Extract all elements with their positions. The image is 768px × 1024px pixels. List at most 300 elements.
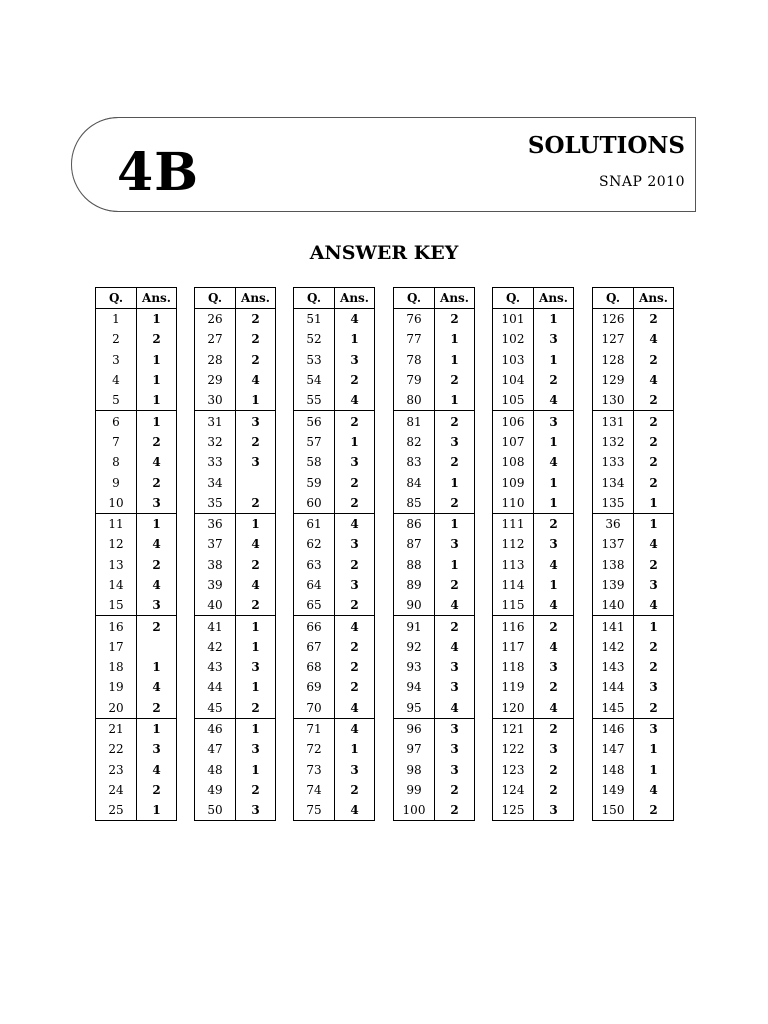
answer-value: 3 (435, 760, 475, 780)
table-row (96, 350, 177, 370)
table-row (394, 739, 475, 759)
answer-value: 2 (634, 350, 674, 370)
table-row (96, 472, 177, 492)
question-number: 72 (294, 739, 335, 759)
table-row (593, 472, 674, 492)
table-row (195, 432, 276, 452)
question-number: 56 (294, 411, 335, 432)
question-number: 127 (593, 329, 634, 349)
answer-value: 3 (137, 739, 177, 759)
table-row (294, 472, 375, 492)
question-number: 57 (294, 432, 335, 452)
table-row (593, 390, 674, 411)
question-number: 62 (294, 534, 335, 554)
answer-value: 1 (137, 411, 177, 432)
table-row (294, 595, 375, 616)
answer-value: 1 (236, 616, 276, 637)
question-number: 23 (96, 760, 137, 780)
answer-value: 4 (236, 370, 276, 390)
answer-value: 2 (335, 411, 375, 432)
answer-value: 2 (236, 780, 276, 800)
answer-value: 2 (335, 595, 375, 616)
answer-value: 4 (335, 390, 375, 411)
question-number: 147 (593, 739, 634, 759)
answer-value: 4 (634, 370, 674, 390)
table-row (493, 329, 574, 349)
answer-value: 2 (236, 350, 276, 370)
question-number: 115 (493, 595, 534, 616)
table-row (493, 411, 574, 432)
answer-value: 3 (335, 575, 375, 595)
table-row (294, 411, 375, 432)
question-number: 44 (195, 677, 236, 697)
answer-value: 2 (435, 370, 475, 390)
column-header-question: Q. (593, 288, 634, 309)
question-number: 84 (394, 472, 435, 492)
question-number: 119 (493, 677, 534, 697)
question-number: 24 (96, 780, 137, 800)
question-number: 98 (394, 760, 435, 780)
answer-value: 1 (534, 575, 574, 595)
table-row (493, 309, 574, 330)
table-row (96, 309, 177, 330)
question-number: 95 (394, 698, 435, 719)
table-row (493, 637, 574, 657)
question-number: 90 (394, 595, 435, 616)
table-row (394, 350, 475, 370)
answer-value: 1 (236, 513, 276, 534)
answer-value: 2 (335, 493, 375, 514)
answer-value: 3 (634, 575, 674, 595)
table-row (493, 432, 574, 452)
answer-value: 1 (137, 800, 177, 821)
answer-value: 4 (137, 534, 177, 554)
answer-value: 1 (335, 432, 375, 452)
table-row (96, 390, 177, 411)
question-number: 9 (96, 472, 137, 492)
table-row (394, 760, 475, 780)
question-number: 103 (493, 350, 534, 370)
column-header-question: Q. (294, 288, 335, 309)
answer-value: 4 (335, 718, 375, 739)
table-row (96, 718, 177, 739)
column-header-question: Q. (394, 288, 435, 309)
answer-value: 1 (137, 350, 177, 370)
answer-value: 3 (435, 657, 475, 677)
answer-value: 1 (335, 329, 375, 349)
table-row (195, 718, 276, 739)
question-number: 109 (493, 472, 534, 492)
table-row (394, 390, 475, 411)
question-number: 11 (96, 513, 137, 534)
question-number: 94 (394, 677, 435, 697)
answer-value: 2 (335, 780, 375, 800)
table-row (593, 493, 674, 514)
answer-value: 2 (236, 309, 276, 330)
answer-value (236, 472, 276, 492)
table-row (493, 760, 574, 780)
answer-value: 2 (634, 411, 674, 432)
question-number: 123 (493, 760, 534, 780)
question-number: 42 (195, 637, 236, 657)
table-row (394, 595, 475, 616)
table-row (96, 616, 177, 637)
table-row (294, 718, 375, 739)
table-row (493, 698, 574, 719)
table-row (593, 739, 674, 759)
table-row (593, 411, 674, 432)
question-number: 61 (294, 513, 335, 534)
answer-value: 2 (634, 698, 674, 719)
question-number: 10 (96, 493, 137, 514)
table-row (96, 760, 177, 780)
question-number: 138 (593, 555, 634, 575)
table-row (294, 513, 375, 534)
page-title: SOLUTIONS (527, 132, 685, 159)
question-number: 50 (195, 800, 236, 821)
table-row (493, 534, 574, 554)
table-row (195, 800, 276, 821)
answer-value: 3 (236, 739, 276, 759)
question-number: 37 (195, 534, 236, 554)
question-number: 16 (96, 616, 137, 637)
question-number: 45 (195, 698, 236, 719)
question-number: 134 (593, 472, 634, 492)
answer-value: 2 (435, 800, 475, 821)
question-number: 96 (394, 718, 435, 739)
table-row (294, 534, 375, 554)
question-number: 32 (195, 432, 236, 452)
question-number: 5 (96, 390, 137, 411)
question-number: 66 (294, 616, 335, 637)
question-number: 85 (394, 493, 435, 514)
answer-value: 2 (335, 677, 375, 697)
question-number: 30 (195, 390, 236, 411)
table-row (294, 493, 375, 514)
question-number: 92 (394, 637, 435, 657)
question-number: 79 (394, 370, 435, 390)
table-row (96, 595, 177, 616)
answer-value: 1 (634, 760, 674, 780)
answer-value: 4 (634, 329, 674, 349)
question-number: 141 (593, 616, 634, 637)
table-row (195, 472, 276, 492)
table-row (593, 637, 674, 657)
answer-value: 1 (534, 309, 574, 330)
answer-value: 1 (137, 657, 177, 677)
answer-value: 2 (634, 390, 674, 411)
answer-value: 3 (534, 534, 574, 554)
question-number: 88 (394, 555, 435, 575)
question-number: 137 (593, 534, 634, 554)
table-row (593, 760, 674, 780)
table-row (493, 555, 574, 575)
question-number: 144 (593, 677, 634, 697)
answer-table (95, 287, 177, 821)
answer-value: 2 (137, 616, 177, 637)
answer-value: 3 (435, 677, 475, 697)
answer-value: 3 (435, 739, 475, 759)
answer-value: 2 (634, 472, 674, 492)
question-number: 80 (394, 390, 435, 411)
question-number: 76 (394, 309, 435, 330)
question-number: 15 (96, 595, 137, 616)
column-header-answer: Ans. (435, 288, 475, 309)
table-row (294, 329, 375, 349)
question-number: 114 (493, 575, 534, 595)
answer-value: 1 (335, 739, 375, 759)
table-row (394, 698, 475, 719)
answer-value: 2 (236, 432, 276, 452)
table-row (394, 575, 475, 595)
answer-value: 1 (137, 390, 177, 411)
table-row (96, 411, 177, 432)
question-number: 97 (394, 739, 435, 759)
question-number: 124 (493, 780, 534, 800)
table-row (195, 637, 276, 657)
question-number: 112 (493, 534, 534, 554)
answer-value: 4 (534, 698, 574, 719)
answer-value: 2 (634, 637, 674, 657)
table-row (493, 595, 574, 616)
table-row (294, 555, 375, 575)
answer-value: 4 (236, 575, 276, 595)
question-number: 49 (195, 780, 236, 800)
table-row (593, 575, 674, 595)
table-row (593, 800, 674, 821)
answer-value: 1 (236, 760, 276, 780)
answer-value: 3 (335, 534, 375, 554)
question-number: 120 (493, 698, 534, 719)
table-row (96, 800, 177, 821)
table-row (593, 432, 674, 452)
answer-value: 2 (335, 637, 375, 657)
question-number: 47 (195, 739, 236, 759)
question-number: 69 (294, 677, 335, 697)
answer-value: 1 (435, 472, 475, 492)
question-number: 58 (294, 452, 335, 472)
answer-value: 1 (534, 350, 574, 370)
question-number: 2 (96, 329, 137, 349)
question-number: 150 (593, 800, 634, 821)
answer-value: 1 (435, 390, 475, 411)
question-number: 67 (294, 637, 335, 657)
answer-value: 4 (435, 637, 475, 657)
answer-value: 3 (236, 657, 276, 677)
table-row (96, 575, 177, 595)
table-row (294, 780, 375, 800)
question-number: 122 (493, 739, 534, 759)
question-number: 77 (394, 329, 435, 349)
question-number: 133 (593, 452, 634, 472)
table-row (394, 309, 475, 330)
question-number: 31 (195, 411, 236, 432)
table-row (593, 534, 674, 554)
table-row (394, 657, 475, 677)
answer-value: 3 (534, 739, 574, 759)
table-row (195, 329, 276, 349)
answer-value: 2 (236, 493, 276, 514)
answer-value: 2 (435, 780, 475, 800)
answer-value: 1 (236, 677, 276, 697)
answer-value: 2 (435, 616, 475, 637)
table-row (294, 698, 375, 719)
answer-value: 4 (534, 595, 574, 616)
answer-value: 2 (534, 616, 574, 637)
question-number: 41 (195, 616, 236, 637)
table-row (294, 657, 375, 677)
question-number: 83 (394, 452, 435, 472)
question-number: 7 (96, 432, 137, 452)
answer-value: 1 (634, 616, 674, 637)
question-number: 145 (593, 698, 634, 719)
table-row (96, 657, 177, 677)
question-number: 70 (294, 698, 335, 719)
question-number: 75 (294, 800, 335, 821)
table-row (394, 718, 475, 739)
table-row (96, 555, 177, 575)
table-row (593, 555, 674, 575)
answer-value: 2 (335, 555, 375, 575)
question-number: 81 (394, 411, 435, 432)
answer-table (194, 287, 276, 821)
question-number: 8 (96, 452, 137, 472)
table-row (195, 616, 276, 637)
answer-value: 4 (137, 575, 177, 595)
answer-value: 3 (634, 677, 674, 697)
table-row (394, 493, 475, 514)
question-number: 6 (96, 411, 137, 432)
question-number: 132 (593, 432, 634, 452)
question-number: 99 (394, 780, 435, 800)
answer-value: 3 (335, 452, 375, 472)
table-row (195, 350, 276, 370)
table-row (96, 677, 177, 697)
answer-value: 3 (236, 800, 276, 821)
table-row (195, 493, 276, 514)
table-row (493, 370, 574, 390)
question-number: 139 (593, 575, 634, 595)
question-number: 78 (394, 350, 435, 370)
question-number: 34 (195, 472, 236, 492)
table-row (294, 370, 375, 390)
answer-value: 2 (137, 555, 177, 575)
question-number: 117 (493, 637, 534, 657)
question-number: 104 (493, 370, 534, 390)
question-number: 38 (195, 555, 236, 575)
column-header-question: Q. (195, 288, 236, 309)
answer-table (293, 287, 375, 821)
answer-key-tables (0, 287, 768, 817)
answer-value: 2 (435, 493, 475, 514)
question-number: 65 (294, 595, 335, 616)
answer-value: 4 (435, 698, 475, 719)
question-number: 148 (593, 760, 634, 780)
answer-value: 4 (634, 595, 674, 616)
table-row (493, 657, 574, 677)
table-row (96, 534, 177, 554)
question-number: 26 (195, 309, 236, 330)
question-number: 39 (195, 575, 236, 595)
question-number: 111 (493, 513, 534, 534)
table-row (493, 800, 574, 821)
question-number: 105 (493, 390, 534, 411)
question-number: 3 (96, 350, 137, 370)
answer-value: 2 (534, 370, 574, 390)
answer-value: 3 (335, 350, 375, 370)
answer-value: 3 (137, 493, 177, 514)
answer-value: 2 (435, 575, 475, 595)
table-row (195, 452, 276, 472)
table-row (394, 780, 475, 800)
answer-value: 1 (236, 390, 276, 411)
answer-value: 2 (634, 657, 674, 677)
question-number: 140 (593, 595, 634, 616)
answer-value: 2 (435, 452, 475, 472)
table-row (493, 718, 574, 739)
table-row (294, 739, 375, 759)
question-number: 46 (195, 718, 236, 739)
table-row (593, 329, 674, 349)
table-row (195, 698, 276, 719)
table-row (195, 309, 276, 330)
table-row (394, 555, 475, 575)
table-row (96, 493, 177, 514)
answer-value: 4 (534, 390, 574, 411)
table-row (593, 698, 674, 719)
answer-value: 1 (137, 309, 177, 330)
answer-value: 3 (534, 329, 574, 349)
table-row (593, 513, 674, 534)
question-number: 27 (195, 329, 236, 349)
question-number: 48 (195, 760, 236, 780)
question-number: 13 (96, 555, 137, 575)
table-row (96, 780, 177, 800)
answer-value: 2 (137, 780, 177, 800)
question-number: 125 (493, 800, 534, 821)
column-header-question: Q. (96, 288, 137, 309)
question-number: 19 (96, 677, 137, 697)
test-code: 4B (117, 142, 200, 203)
question-number: 17 (96, 637, 137, 657)
answer-value: 1 (634, 493, 674, 514)
table-row (593, 452, 674, 472)
question-number: 35 (195, 493, 236, 514)
answer-value: 2 (236, 329, 276, 349)
table-row (593, 616, 674, 637)
table-row (294, 760, 375, 780)
question-number: 126 (593, 309, 634, 330)
answer-value: 4 (335, 309, 375, 330)
answer-value: 4 (534, 452, 574, 472)
answer-value: 2 (435, 411, 475, 432)
answer-value: 4 (137, 760, 177, 780)
table-row (195, 370, 276, 390)
table-row (493, 677, 574, 697)
answer-value: 1 (236, 718, 276, 739)
question-number: 101 (493, 309, 534, 330)
table-row (593, 677, 674, 697)
answer-value: 2 (335, 472, 375, 492)
answer-value: 3 (137, 595, 177, 616)
table-row (294, 800, 375, 821)
answer-value: 2 (534, 513, 574, 534)
table-row (394, 677, 475, 697)
answer-value: 4 (236, 534, 276, 554)
answer-value: 4 (534, 555, 574, 575)
question-number: 91 (394, 616, 435, 637)
column-header-answer: Ans. (137, 288, 177, 309)
